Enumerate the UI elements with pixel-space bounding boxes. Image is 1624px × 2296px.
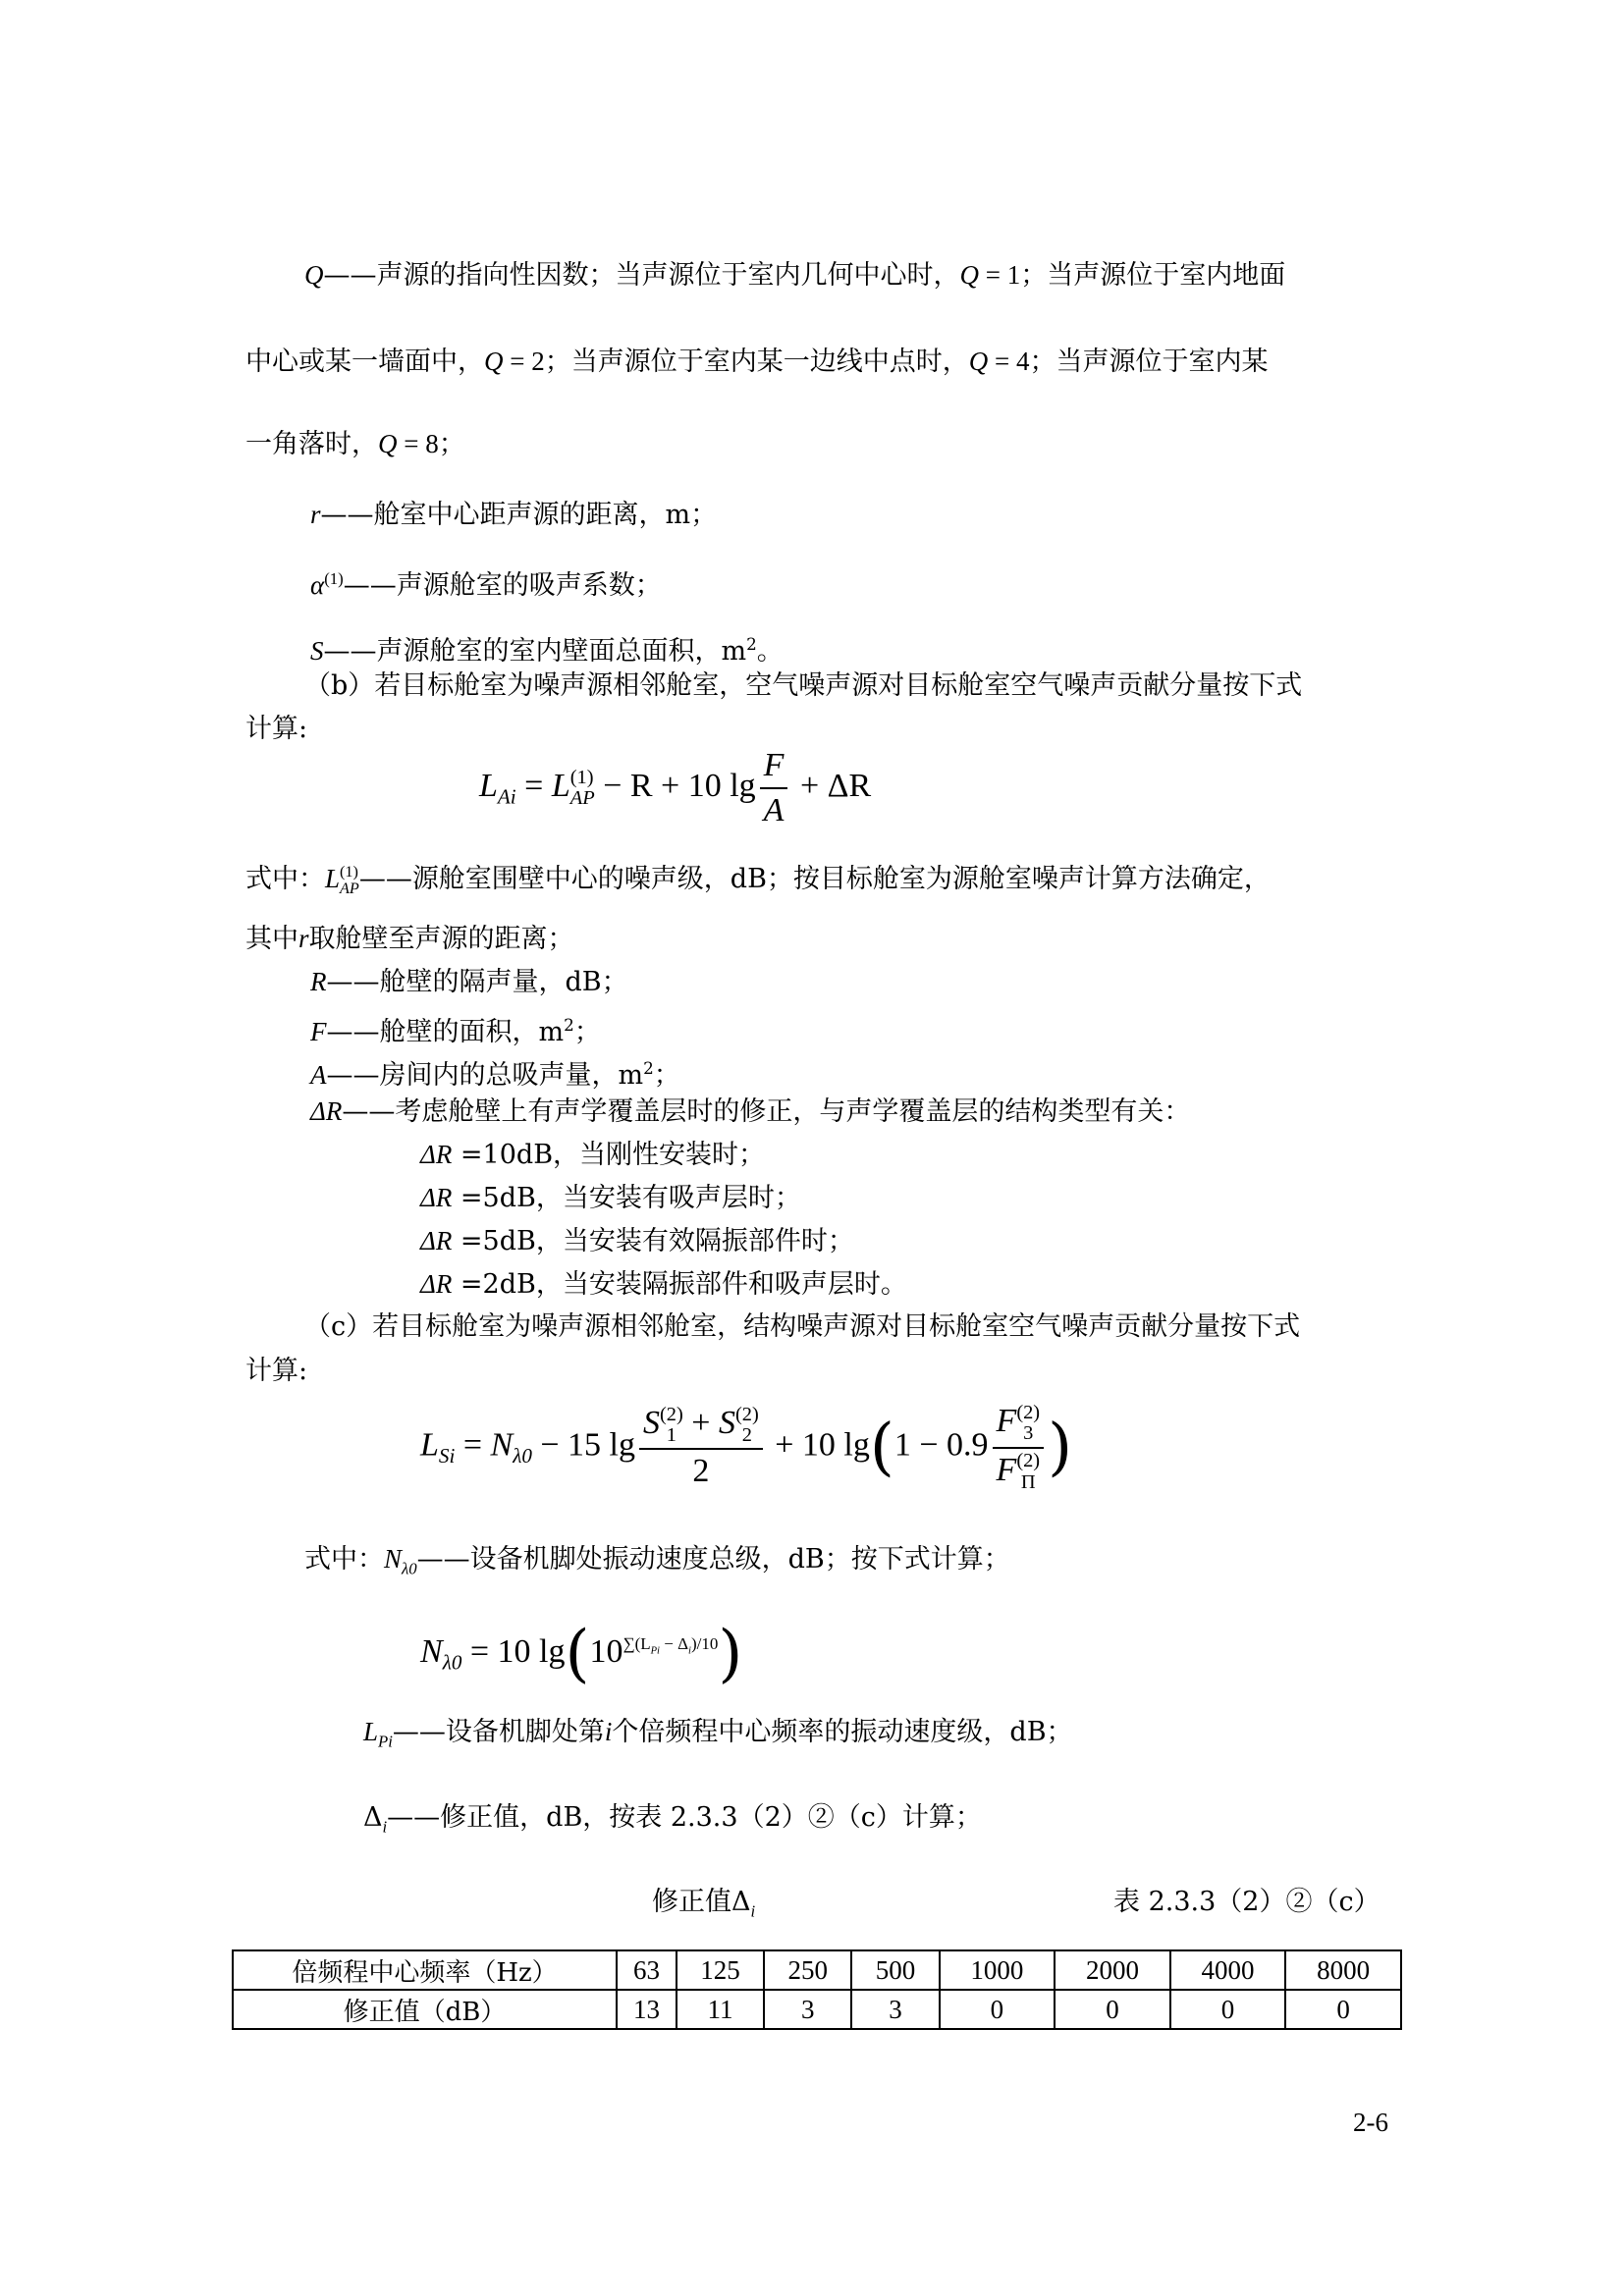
symbol: ΔR <box>420 1269 453 1299</box>
dR-item <box>420 1180 801 1216</box>
correction-table <box>232 1949 1402 2030</box>
table-row <box>233 1950 1401 1990</box>
text: ——声源舱室的吸声系数； <box>343 570 662 601</box>
text: ——考虑舱壁上有声学覆盖层时的修正，与声学覆盖层的结构类型有关： <box>342 1096 1191 1127</box>
operator: + <box>682 1404 719 1441</box>
value-cell: 0 <box>1055 1990 1170 2029</box>
freq-cell: 125 <box>677 1950 764 1990</box>
text: ； <box>438 429 465 459</box>
text: 式中： <box>245 864 325 894</box>
value-cell: 0 <box>940 1990 1056 2029</box>
freq-cell: 250 <box>764 1950 851 1990</box>
para-b-line2 <box>245 712 307 747</box>
where1-line1 <box>245 861 1271 897</box>
text: ——舱壁的隔声量，dB； <box>326 967 628 997</box>
text: 修正值 <box>652 1887 731 1917</box>
symbol: ΔR <box>420 1140 453 1169</box>
exponent-start: ∑(L <box>623 1634 651 1654</box>
exponent-sub: Pi <box>650 1645 660 1657</box>
freq-cell: 4000 <box>1170 1950 1286 1990</box>
symbol: L <box>325 864 341 893</box>
text: =10dB，当刚性安装时； <box>452 1140 766 1170</box>
def-delta <box>363 1800 982 1844</box>
value: = 4 <box>988 347 1030 376</box>
subscript: 3 <box>1023 1422 1034 1445</box>
text: ——舱室中心距声源的距离，m； <box>320 500 718 530</box>
exponent-end: )/10 <box>690 1634 719 1654</box>
text: =5dB，当安装有吸声层时； <box>452 1183 801 1213</box>
dR-item <box>420 1223 854 1259</box>
text-end: ； <box>573 1017 601 1047</box>
value-cell: 13 <box>617 1990 677 2029</box>
dR-item <box>420 1137 765 1173</box>
text: ——舱壁的面积，m <box>326 1017 565 1047</box>
symbol: α <box>310 570 325 600</box>
fraction <box>760 746 788 830</box>
where1-line2 <box>245 921 574 957</box>
text-end: ； <box>653 1060 680 1091</box>
text: ——修正值，dB，按表 2.3.3（2）②（c）计算； <box>387 1802 982 1833</box>
value-cell: 3 <box>764 1990 851 2029</box>
freq-cell: 63 <box>617 1950 677 1990</box>
subscript: λ0 <box>402 1559 417 1578</box>
def-s <box>310 626 784 669</box>
symbol: S <box>643 1404 660 1441</box>
value: = 2 <box>503 347 545 376</box>
left-paren: ( <box>869 1411 894 1484</box>
text: 计算: <box>245 714 308 744</box>
symbol: N <box>384 1544 403 1574</box>
symbol: S <box>718 1404 735 1441</box>
subscript: i <box>750 1901 756 1921</box>
text: 计算: <box>245 1356 308 1386</box>
para-q-line3 <box>245 426 465 462</box>
symbol: r <box>298 924 309 953</box>
value-cell: 0 <box>1170 1990 1286 2029</box>
table-caption <box>652 1885 755 1929</box>
where2 <box>304 1541 1010 1586</box>
fraction <box>993 1402 1045 1493</box>
right-paren: ) <box>1048 1411 1073 1484</box>
freq-cell: 8000 <box>1285 1950 1401 1990</box>
superscript: (1) <box>324 569 344 588</box>
equation-lsi <box>420 1402 1072 1493</box>
text: ——源舱室围壁中心的噪声级，dB；按目标舱室为源舱室噪声计算方法确定， <box>358 864 1271 894</box>
operator: = <box>515 767 552 804</box>
text: ——设备机脚处第 <box>392 1717 605 1747</box>
fraction <box>639 1404 763 1492</box>
exponent-mid: − Δ <box>659 1634 689 1654</box>
text: ——设备机脚处振动速度总级，dB；按下式计算； <box>416 1544 1010 1575</box>
symbol: L <box>420 1426 439 1464</box>
row-label: 修正值（dB） <box>233 1990 617 2029</box>
text: 其中 <box>245 924 298 954</box>
symbol: N <box>420 1632 443 1670</box>
symbol: Q <box>484 347 504 376</box>
symbol: N <box>490 1426 514 1464</box>
freq-cell: 500 <box>851 1950 939 1990</box>
operator: + 10 lg <box>766 1426 870 1464</box>
text: 表 2.3.3（2）②（c） <box>1113 1887 1380 1917</box>
symbol: R <box>310 967 327 996</box>
subscript: Ai <box>497 784 516 809</box>
subscript: λ0 <box>442 1650 462 1675</box>
equation-n <box>420 1618 742 1690</box>
def-F <box>310 1007 601 1050</box>
text: ；当声源位于室内地面 <box>1020 260 1286 291</box>
operator: = 10 lg <box>461 1632 566 1670</box>
text: ——声源的指向性因数；当声源位于室内几何中心时， <box>323 260 960 291</box>
superscript: (2) <box>1016 1450 1041 1472</box>
text: ；当声源位于室内某一边线中点时， <box>544 347 969 377</box>
symbol: Q <box>378 429 398 458</box>
numerator: F <box>760 746 788 789</box>
subscript: AP <box>340 879 359 897</box>
subscript: i <box>382 1817 388 1837</box>
dR-item <box>420 1266 907 1303</box>
para-b-line1 <box>304 668 1302 704</box>
superscript: (2) <box>660 1403 683 1425</box>
superscript: (1) <box>569 766 594 788</box>
value-cell: 0 <box>1285 1990 1401 2029</box>
text: 取舱壁至声源的距离； <box>308 924 574 954</box>
superscript: (1) <box>340 862 358 881</box>
symbol: Q <box>304 260 324 290</box>
denominator: 2 <box>692 1453 710 1490</box>
subscript: Π <box>1020 1470 1036 1493</box>
subscript: AP <box>569 787 595 809</box>
symbol: F <box>996 1451 1017 1488</box>
symbol: F <box>310 1017 327 1046</box>
text: （c）若目标舱室为噪声源相邻舱室，结构噪声源对目标舱室空气噪声贡献分量按下式 <box>304 1311 1301 1342</box>
def-lpi <box>363 1714 1073 1759</box>
symbol: r <box>310 500 321 529</box>
numerator <box>639 1404 763 1451</box>
operator: + ΔR <box>791 767 872 804</box>
equation-lai <box>479 746 871 830</box>
operator: − R + 10 lg <box>594 767 756 804</box>
para-q-line1 <box>304 257 1285 294</box>
symbol: ΔR <box>420 1183 453 1212</box>
subscript: Pi <box>378 1732 393 1751</box>
symbol: ΔR <box>420 1226 453 1255</box>
text: 式中： <box>304 1544 384 1575</box>
table-number <box>1113 1885 1380 1920</box>
def-dR <box>310 1094 1190 1130</box>
base: 10 <box>589 1632 623 1670</box>
superscript: 2 <box>564 1015 574 1035</box>
text: 个倍频程中心频率的振动速度级，dB； <box>612 1717 1073 1747</box>
symbol: Q <box>959 260 979 290</box>
text: 中心或某一墙面中， <box>245 347 484 377</box>
symbol: A <box>310 1060 327 1090</box>
page-number: 2-6 <box>1353 2108 1388 2137</box>
para-c-line1 <box>304 1309 1300 1345</box>
exponent <box>623 1634 719 1657</box>
symbol: i <box>604 1717 613 1746</box>
superscript: 2 <box>643 1058 654 1078</box>
text: 一角落时， <box>245 429 378 459</box>
symbol: Δ <box>731 1887 751 1917</box>
numerator <box>993 1402 1045 1449</box>
text: ——声源舱室的室内壁面总面积，m <box>323 636 747 667</box>
para-q-line2 <box>245 344 1268 380</box>
right-paren: ) <box>718 1618 743 1690</box>
subscript: 1 <box>666 1424 677 1447</box>
symbol: ΔR <box>310 1096 343 1126</box>
superscript: (2) <box>734 1403 759 1425</box>
value: = 1 <box>979 260 1021 290</box>
def-A <box>310 1050 680 1094</box>
subscript: 2 <box>741 1424 752 1447</box>
symbol: L <box>551 767 570 804</box>
superscript: 2 <box>746 634 757 654</box>
denominator: A <box>763 792 785 828</box>
def-r <box>310 497 717 533</box>
text: ——房间内的总吸声量，m <box>326 1060 644 1091</box>
left-paren: ( <box>565 1618 590 1690</box>
header-label: 倍频程中心频率（Hz） <box>233 1950 617 1990</box>
denominator <box>993 1449 1045 1494</box>
def-alpha <box>310 561 662 604</box>
value: = 8 <box>397 429 439 458</box>
symbol: L <box>479 767 498 804</box>
def-R <box>310 964 628 1000</box>
symbol: S <box>310 636 324 666</box>
symbol: F <box>996 1403 1017 1439</box>
freq-cell: 1000 <box>940 1950 1056 1990</box>
operator: = <box>455 1426 491 1464</box>
symbol: L <box>363 1717 379 1746</box>
superscript: (2) <box>1016 1401 1041 1423</box>
symbol: Δ <box>363 1802 383 1833</box>
symbol: Q <box>968 347 989 376</box>
text: =5dB，当安装有效隔振部件时； <box>452 1226 854 1256</box>
freq-cell: 2000 <box>1055 1950 1170 1990</box>
operator: 1 − 0.9 <box>893 1426 989 1464</box>
text: （b）若目标舱室为噪声源相邻舱室，空气噪声源对目标舱室空气噪声贡献分量按下式 <box>304 670 1303 701</box>
subscript: λ0 <box>513 1444 532 1468</box>
exponent-sub: i <box>688 1645 691 1657</box>
table-row <box>233 1990 1401 2029</box>
value-cell: 3 <box>851 1990 939 2029</box>
text: =2dB，当安装隔振部件和吸声层时。 <box>452 1269 907 1300</box>
operator: − 15 lg <box>531 1426 635 1464</box>
subscript: Si <box>438 1444 456 1468</box>
para-c-line2 <box>245 1354 307 1389</box>
text-end: 。 <box>756 636 784 667</box>
value-cell: 11 <box>677 1990 764 2029</box>
text: ；当声源位于室内某 <box>1029 347 1269 377</box>
